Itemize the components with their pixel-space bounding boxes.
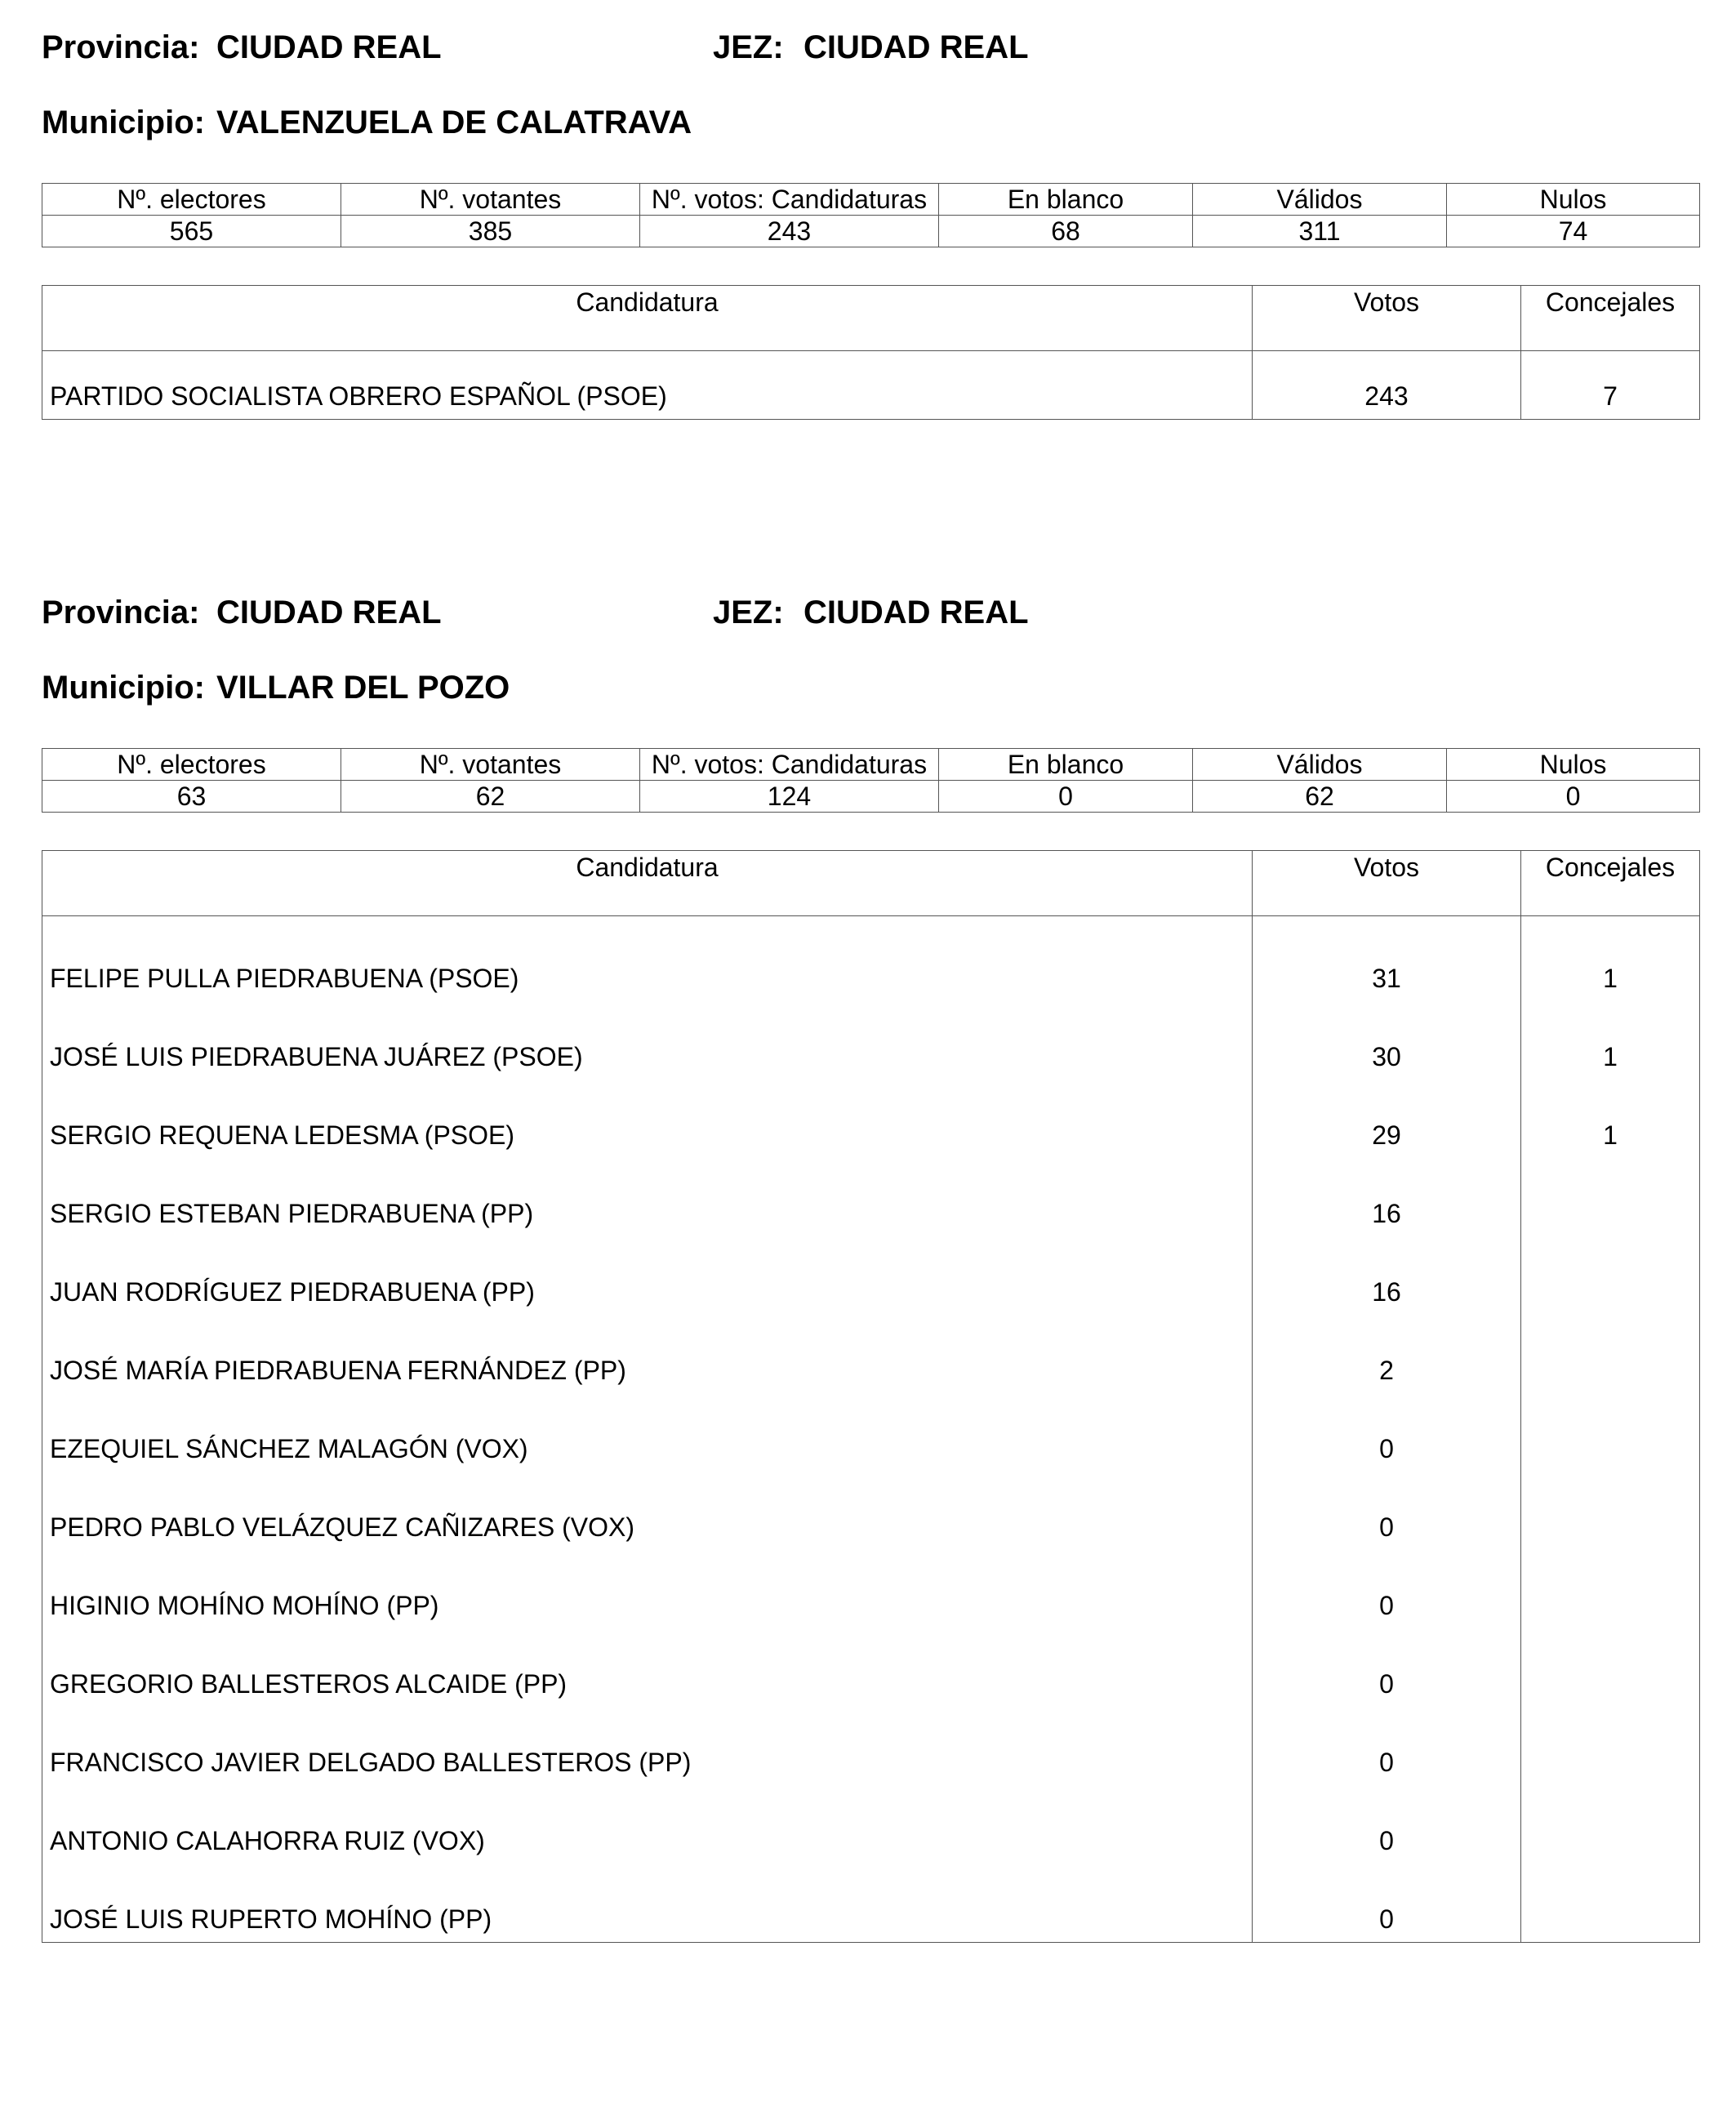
candidates-header-row	[42, 286, 1700, 351]
candidate-name: PARTIDO SOCIALISTA OBRERO ESPAÑOL (PSOE)	[42, 351, 1253, 420]
candidate-name: GREGORIO BALLESTEROS ALCAIDE (PP)	[42, 1630, 1253, 1708]
candidate-concejales: 1	[1521, 1081, 1700, 1160]
stats-votos-candidaturas: 124	[640, 781, 939, 813]
candidate-name: FELIPE PULLA PIEDRABUENA (PSOE)	[42, 916, 1253, 1004]
stats-en-blanco: 68	[939, 216, 1193, 247]
candidate-concejales: 7	[1521, 351, 1700, 420]
candidate-name: EZEQUIEL SÁNCHEZ MALAGÓN (VOX)	[42, 1395, 1253, 1473]
municipality-block-valenzuela	[42, 23, 1699, 420]
stats-nulos: 0	[1447, 781, 1700, 813]
candidate-concejales: 1	[1521, 916, 1700, 1004]
candidate-row	[42, 1003, 1700, 1081]
candidates-table	[42, 285, 1700, 420]
candidate-name: PEDRO PABLO VELÁZQUEZ CAÑIZARES (VOX)	[42, 1473, 1253, 1552]
candidate-votos: 30	[1253, 1003, 1521, 1081]
candidate-row	[42, 1787, 1700, 1865]
candidate-votos: 243	[1253, 351, 1521, 420]
stats-header-electores: Nº. electores	[42, 749, 341, 781]
stats-header-nulos: Nulos	[1447, 749, 1700, 781]
candidate-votos: 31	[1253, 916, 1521, 1004]
stats-header-row	[42, 749, 1700, 781]
header-concejales: Concejales	[1521, 851, 1700, 916]
stats-votantes: 62	[341, 781, 640, 813]
jez-label: JEZ:	[713, 29, 784, 65]
candidate-name: SERGIO REQUENA LEDESMA (PSOE)	[42, 1081, 1253, 1160]
candidate-concejales	[1521, 1238, 1700, 1316]
stats-header-votos-candidaturas: Nº. votos: Candidaturas	[640, 749, 939, 781]
candidate-row	[42, 1081, 1700, 1160]
municipio-value: VILLAR DEL POZO	[216, 670, 510, 706]
candidate-row	[42, 1708, 1700, 1787]
candidate-name: JOSÉ LUIS RUPERTO MOHÍNO (PP)	[42, 1865, 1253, 1943]
stats-header-votantes: Nº. votantes	[341, 749, 640, 781]
candidates-header-row	[42, 851, 1700, 916]
stats-value-row	[42, 216, 1700, 247]
candidate-name: ANTONIO CALAHORRA RUIZ (VOX)	[42, 1787, 1253, 1865]
jez-value: CIUDAD REAL	[803, 595, 1029, 630]
provincia-value: CIUDAD REAL	[216, 595, 442, 630]
municipio-label: Municipio:	[42, 105, 205, 140]
municipality-block-villar-del-pozo	[42, 588, 1699, 1943]
stats-votos-candidaturas: 243	[640, 216, 939, 247]
municipio-label: Municipio:	[42, 670, 205, 706]
candidate-concejales	[1521, 1787, 1700, 1865]
candidate-concejales	[1521, 1630, 1700, 1708]
candidate-row	[42, 1630, 1700, 1708]
stats-validos: 62	[1193, 781, 1447, 813]
candidate-concejales	[1521, 1160, 1700, 1238]
header-votos: Votos	[1253, 851, 1521, 916]
candidate-row	[42, 1473, 1700, 1552]
candidate-row	[42, 351, 1700, 420]
stats-header-votantes: Nº. votantes	[341, 184, 640, 216]
candidates-table	[42, 850, 1700, 1943]
candidate-row	[42, 1552, 1700, 1630]
stats-header-en-blanco: En blanco	[939, 184, 1193, 216]
candidate-name: JOSÉ LUIS PIEDRABUENA JUÁREZ (PSOE)	[42, 1003, 1253, 1081]
candidate-name: JUAN RODRÍGUEZ PIEDRABUENA (PP)	[42, 1238, 1253, 1316]
stats-header-row	[42, 184, 1700, 216]
header-votos: Votos	[1253, 286, 1521, 351]
candidate-row	[42, 1160, 1700, 1238]
stats-electores: 63	[42, 781, 341, 813]
candidate-votos: 0	[1253, 1395, 1521, 1473]
candidate-votos: 0	[1253, 1473, 1521, 1552]
candidate-votos: 0	[1253, 1708, 1521, 1787]
stats-table	[42, 748, 1700, 813]
jez-value: CIUDAD REAL	[803, 29, 1029, 65]
stats-electores: 565	[42, 216, 341, 247]
candidate-row	[42, 1395, 1700, 1473]
candidate-votos: 0	[1253, 1865, 1521, 1943]
candidate-concejales	[1521, 1473, 1700, 1552]
candidate-name: FRANCISCO JAVIER DELGADO BALLESTEROS (PP)	[42, 1708, 1253, 1787]
header-candidatura: Candidatura	[42, 851, 1253, 916]
stats-header-validos: Válidos	[1193, 184, 1447, 216]
candidate-votos: 16	[1253, 1238, 1521, 1316]
candidate-row	[42, 1238, 1700, 1316]
candidate-name: HIGINIO MOHÍNO MOHÍNO (PP)	[42, 1552, 1253, 1630]
candidate-votos: 0	[1253, 1552, 1521, 1630]
provincia-value: CIUDAD REAL	[216, 29, 442, 65]
stats-header-en-blanco: En blanco	[939, 749, 1193, 781]
candidate-concejales	[1521, 1865, 1700, 1943]
stats-header-nulos: Nulos	[1447, 184, 1700, 216]
candidate-votos: 0	[1253, 1630, 1521, 1708]
jez-label: JEZ:	[713, 595, 784, 630]
provincia-jez-line	[42, 23, 1699, 72]
candidate-row	[42, 1865, 1700, 1943]
stats-nulos: 74	[1447, 216, 1700, 247]
candidate-concejales	[1521, 1552, 1700, 1630]
provincia-label: Provincia:	[42, 29, 200, 65]
municipio-line	[42, 98, 1699, 147]
municipio-line	[42, 663, 1699, 712]
candidate-concejales	[1521, 1708, 1700, 1787]
header-candidatura: Candidatura	[42, 286, 1253, 351]
stats-table	[42, 183, 1700, 247]
header-concejales: Concejales	[1521, 286, 1700, 351]
provincia-label: Provincia:	[42, 595, 200, 630]
stats-value-row	[42, 781, 1700, 813]
candidate-votos: 16	[1253, 1160, 1521, 1238]
stats-header-votos-candidaturas: Nº. votos: Candidaturas	[640, 184, 939, 216]
stats-votantes: 385	[341, 216, 640, 247]
candidate-row	[42, 1316, 1700, 1395]
provincia-jez-line	[42, 588, 1699, 637]
candidate-name: SERGIO ESTEBAN PIEDRABUENA (PP)	[42, 1160, 1253, 1238]
candidate-concejales: 1	[1521, 1003, 1700, 1081]
candidate-votos: 0	[1253, 1787, 1521, 1865]
municipio-value: VALENZUELA DE CALATRAVA	[216, 105, 692, 140]
stats-validos: 311	[1193, 216, 1447, 247]
candidate-row	[42, 916, 1700, 1004]
candidate-votos: 2	[1253, 1316, 1521, 1395]
stats-header-electores: Nº. electores	[42, 184, 341, 216]
stats-en-blanco: 0	[939, 781, 1193, 813]
stats-header-validos: Válidos	[1193, 749, 1447, 781]
candidate-name: JOSÉ MARÍA PIEDRABUENA FERNÁNDEZ (PP)	[42, 1316, 1253, 1395]
candidate-concejales	[1521, 1395, 1700, 1473]
candidate-votos: 29	[1253, 1081, 1521, 1160]
candidate-concejales	[1521, 1316, 1700, 1395]
